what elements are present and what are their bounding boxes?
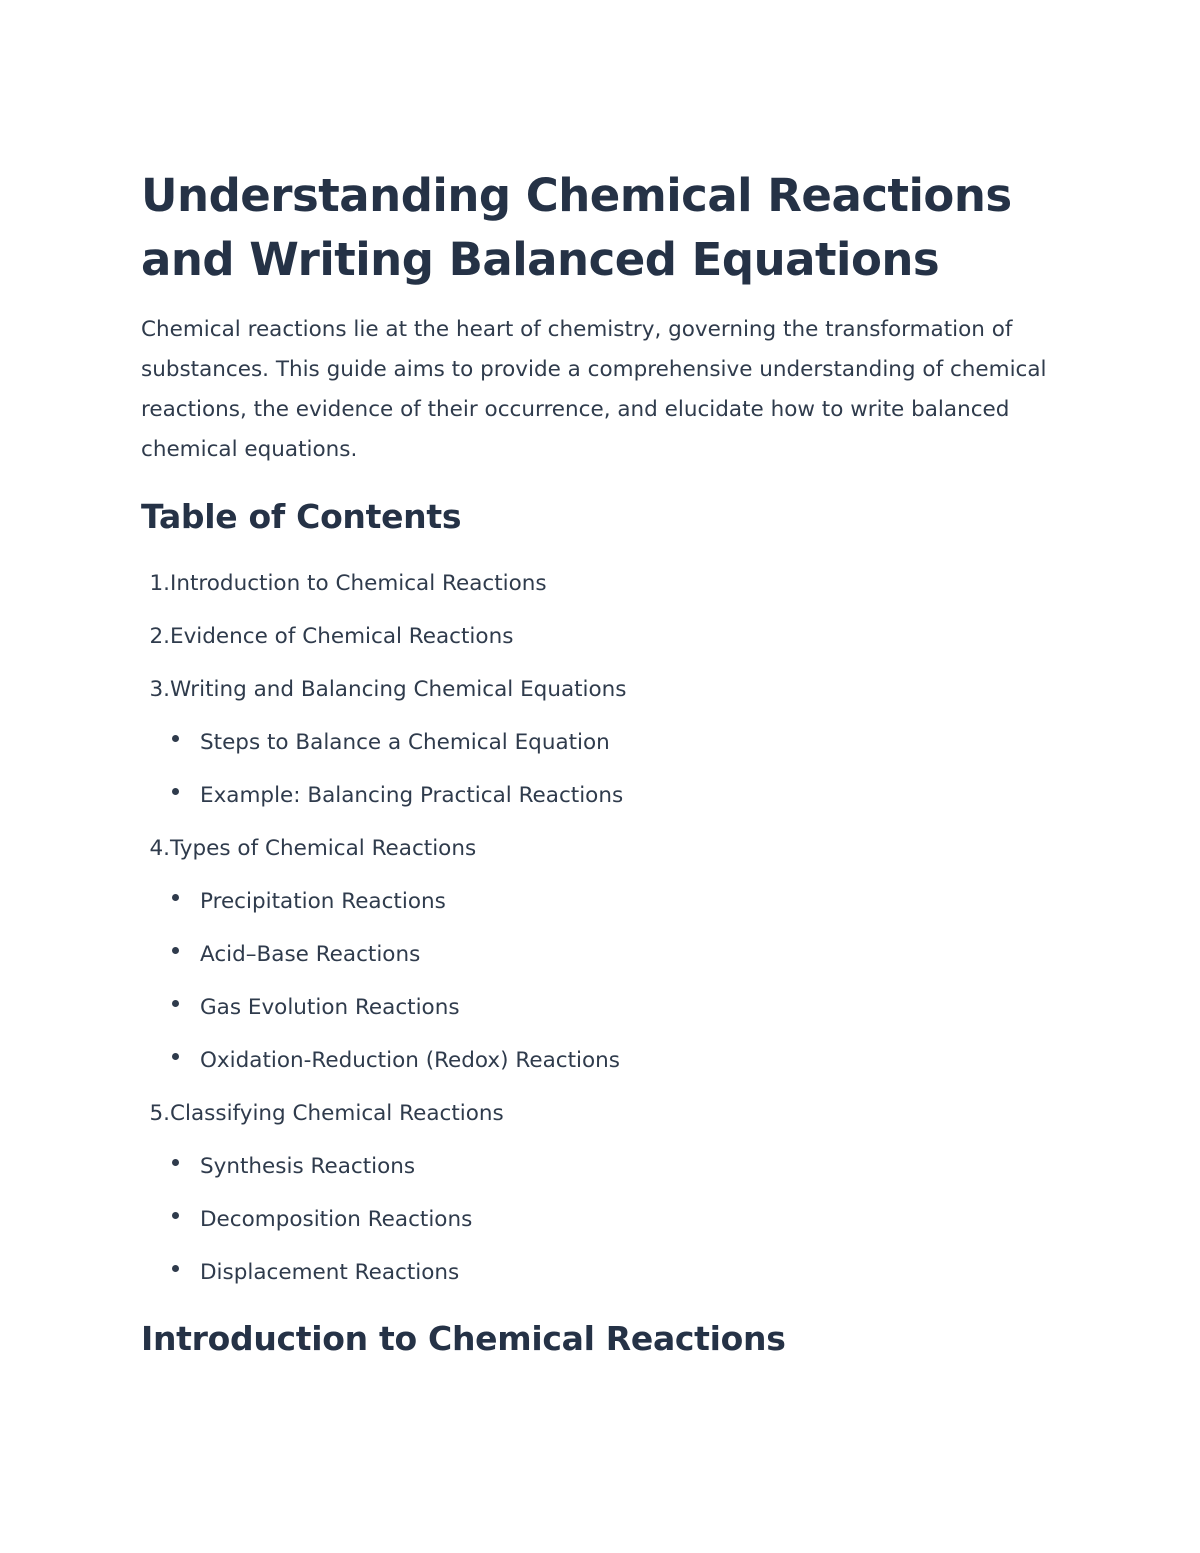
toc-item xyxy=(141,1092,1041,1145)
intro-paragraph: Chemical reactions lie at the heart of chemistry, governing the transformation of substances. This guide aims to provide a comprehensive understanding of chemical reactions, the evidence of their occurrence, and elucidate how to write balanced chemical equations. xyxy=(141,317,1047,462)
toc-subitem-label: Precipitation Reactions xyxy=(200,889,446,914)
toc-item-number: 4. xyxy=(149,836,170,861)
toc-item-label: Types of Chemical Reactions xyxy=(170,836,477,861)
toc-subitem xyxy=(141,1198,1041,1251)
toc-subitem xyxy=(141,933,1041,986)
toc-item-number: 3. xyxy=(149,677,170,702)
toc-subitem-label: Displacement Reactions xyxy=(200,1260,460,1285)
toc-item-number: 2. xyxy=(149,624,170,649)
toc-item-label: Writing and Balancing Chemical Equations xyxy=(170,677,627,702)
toc-subitem xyxy=(141,1251,1041,1304)
toc-item-number: 1. xyxy=(149,571,170,596)
toc-heading: Table of Contents xyxy=(141,497,462,536)
toc-subitem xyxy=(141,986,1041,1039)
toc-subitem-label: Oxidation-Reduction (Redox) Reactions xyxy=(200,1048,620,1073)
page-title: Understanding Chemical Reactions and Writing Balanced Equations xyxy=(141,169,1012,286)
toc-subitem xyxy=(141,1145,1041,1198)
table-of-contents xyxy=(141,562,1041,1304)
toc-item xyxy=(141,615,1041,668)
toc-item xyxy=(141,668,1041,721)
toc-subitem-label: Synthesis Reactions xyxy=(200,1154,416,1179)
toc-subitem-label: Acid–Base Reactions xyxy=(200,942,421,967)
toc-item-label: Evidence of Chemical Reactions xyxy=(170,624,514,649)
toc-item-number: 5. xyxy=(149,1101,170,1126)
toc-item xyxy=(141,827,1041,880)
section-heading: Introduction to Chemical Reactions xyxy=(141,1319,786,1358)
toc-item-label: Introduction to Chemical Reactions xyxy=(170,571,547,596)
toc-subitem-label: Example: Balancing Practical Reactions xyxy=(200,783,624,808)
toc-item xyxy=(141,562,1041,615)
toc-subitem xyxy=(141,721,1041,774)
toc-subitem xyxy=(141,774,1041,827)
toc-item-label: Classifying Chemical Reactions xyxy=(170,1101,504,1126)
toc-subitem-label: Steps to Balance a Chemical Equation xyxy=(200,730,610,755)
toc-subitem xyxy=(141,1039,1041,1092)
toc-subitem-label: Decomposition Reactions xyxy=(200,1207,473,1232)
toc-subitem-label: Gas Evolution Reactions xyxy=(200,995,460,1020)
toc-subitem xyxy=(141,880,1041,933)
